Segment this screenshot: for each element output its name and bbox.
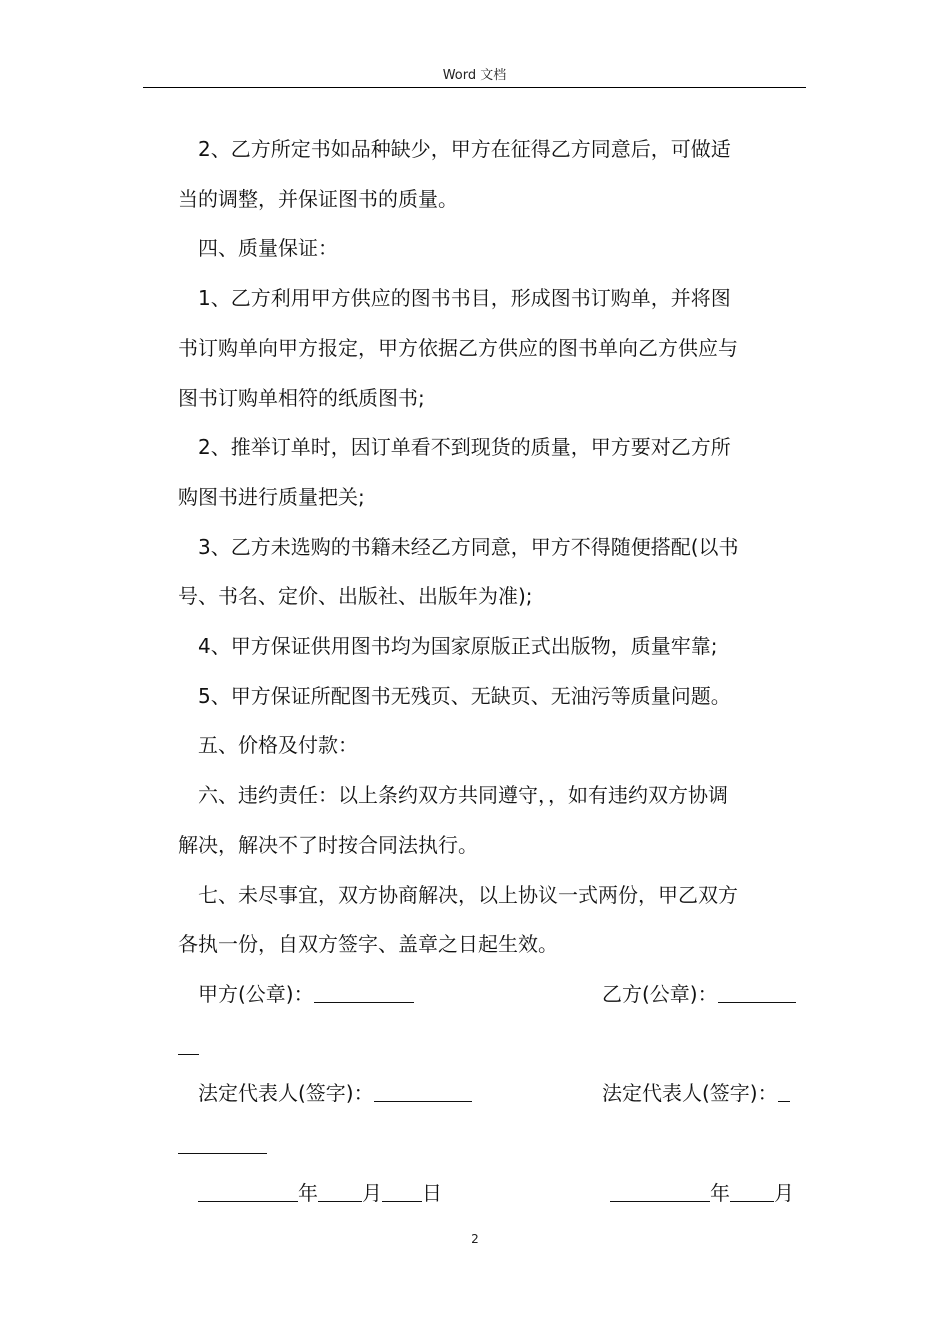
party-b-seal-label: 乙方(公章)： bbox=[602, 981, 718, 1006]
page-header: Word 文档 bbox=[442, 68, 507, 83]
rep-a-blank bbox=[374, 1079, 472, 1102]
seal-row bbox=[178, 970, 806, 1020]
date-b bbox=[610, 1169, 794, 1219]
rep-b-blank-overflow bbox=[178, 1131, 267, 1154]
header-divider bbox=[143, 87, 806, 88]
paragraph-line: 六、违约责任：以上条约双方共同遵守，，如有违约双方协调 bbox=[198, 783, 728, 808]
year-label-b: 年 bbox=[710, 1180, 730, 1205]
party-b-seal-blank-overflow bbox=[178, 1032, 199, 1055]
rep-blank-continuation bbox=[178, 1119, 806, 1169]
paragraph-line: 解决，解决不了时按合同法执行。 bbox=[178, 832, 478, 857]
paragraph-line: 2、乙方所定书如品种缺少，甲方在征得乙方同意后，可做适 bbox=[198, 137, 731, 161]
party-a-seal bbox=[198, 970, 414, 1020]
rep-a bbox=[198, 1069, 472, 1119]
month-label-b: 月 bbox=[774, 1180, 794, 1205]
date-a bbox=[198, 1169, 442, 1219]
rep-b-blank bbox=[778, 1079, 790, 1102]
rep-b-label: 法定代表人(签字)： bbox=[602, 1081, 778, 1106]
paragraph-line: 2、推举订单时，因订单看不到现货的质量，甲方要对乙方所 bbox=[198, 435, 731, 460]
day-label-a: 日 bbox=[422, 1180, 442, 1205]
year-label-a: 年 bbox=[298, 1180, 318, 1205]
representative-row bbox=[178, 1069, 806, 1119]
party-b-seal-blank bbox=[718, 980, 796, 1003]
month-label-a: 月 bbox=[362, 1180, 382, 1205]
month-blank-a bbox=[318, 1179, 362, 1202]
year-blank-b bbox=[610, 1179, 710, 1202]
page-number: 2 bbox=[471, 1232, 479, 1246]
seal-blank-continuation bbox=[178, 1020, 806, 1070]
day-blank-a bbox=[382, 1179, 422, 1202]
party-a-seal-blank bbox=[314, 980, 414, 1003]
paragraph-line: 3、乙方未选购的书籍未经乙方同意，甲方不得随便搭配(以书 bbox=[198, 534, 739, 559]
paragraph-line: 书订购单向甲方报定，甲方依据乙方供应的图书单向乙方供应与 bbox=[178, 335, 738, 360]
month-blank-b bbox=[730, 1179, 774, 1202]
date-row bbox=[178, 1169, 806, 1219]
paragraph-line: 图书订购单相符的纸质图书; bbox=[178, 385, 425, 410]
section-heading-quality: 四、质量保证： bbox=[198, 236, 338, 261]
party-a-seal-label: 甲方(公章)： bbox=[198, 981, 314, 1006]
section-heading-price: 五、价格及付款： bbox=[198, 733, 358, 758]
paragraph-line: 5、甲方保证所配图书无残页、无缺页、无油污等质量问题。 bbox=[198, 683, 731, 708]
paragraph-line: 七、未尽事宜，双方协商解决，以上协议一式两份，甲乙双方 bbox=[198, 882, 738, 907]
paragraph-line: 1、乙方利用甲方供应的图书书目，形成图书订购单，并将图 bbox=[198, 286, 731, 311]
party-b-seal bbox=[602, 970, 796, 1020]
rep-a-label: 法定代表人(签字)： bbox=[198, 1081, 374, 1106]
document-body bbox=[178, 125, 806, 1218]
year-blank-a bbox=[198, 1179, 298, 1202]
paragraph-line: 各执一份，自双方签字、盖章之日起生效。 bbox=[178, 932, 558, 957]
paragraph-line: 4、甲方保证供用图书均为国家原版正式出版物，质量牢靠; bbox=[198, 634, 718, 659]
paragraph-line: 当的调整，并保证图书的质量。 bbox=[178, 186, 458, 211]
paragraph-line: 购图书进行质量把关; bbox=[178, 484, 365, 509]
paragraph-line: 号、书名、定价、出版社、出版年为准); bbox=[178, 584, 533, 609]
rep-b bbox=[602, 1069, 790, 1119]
